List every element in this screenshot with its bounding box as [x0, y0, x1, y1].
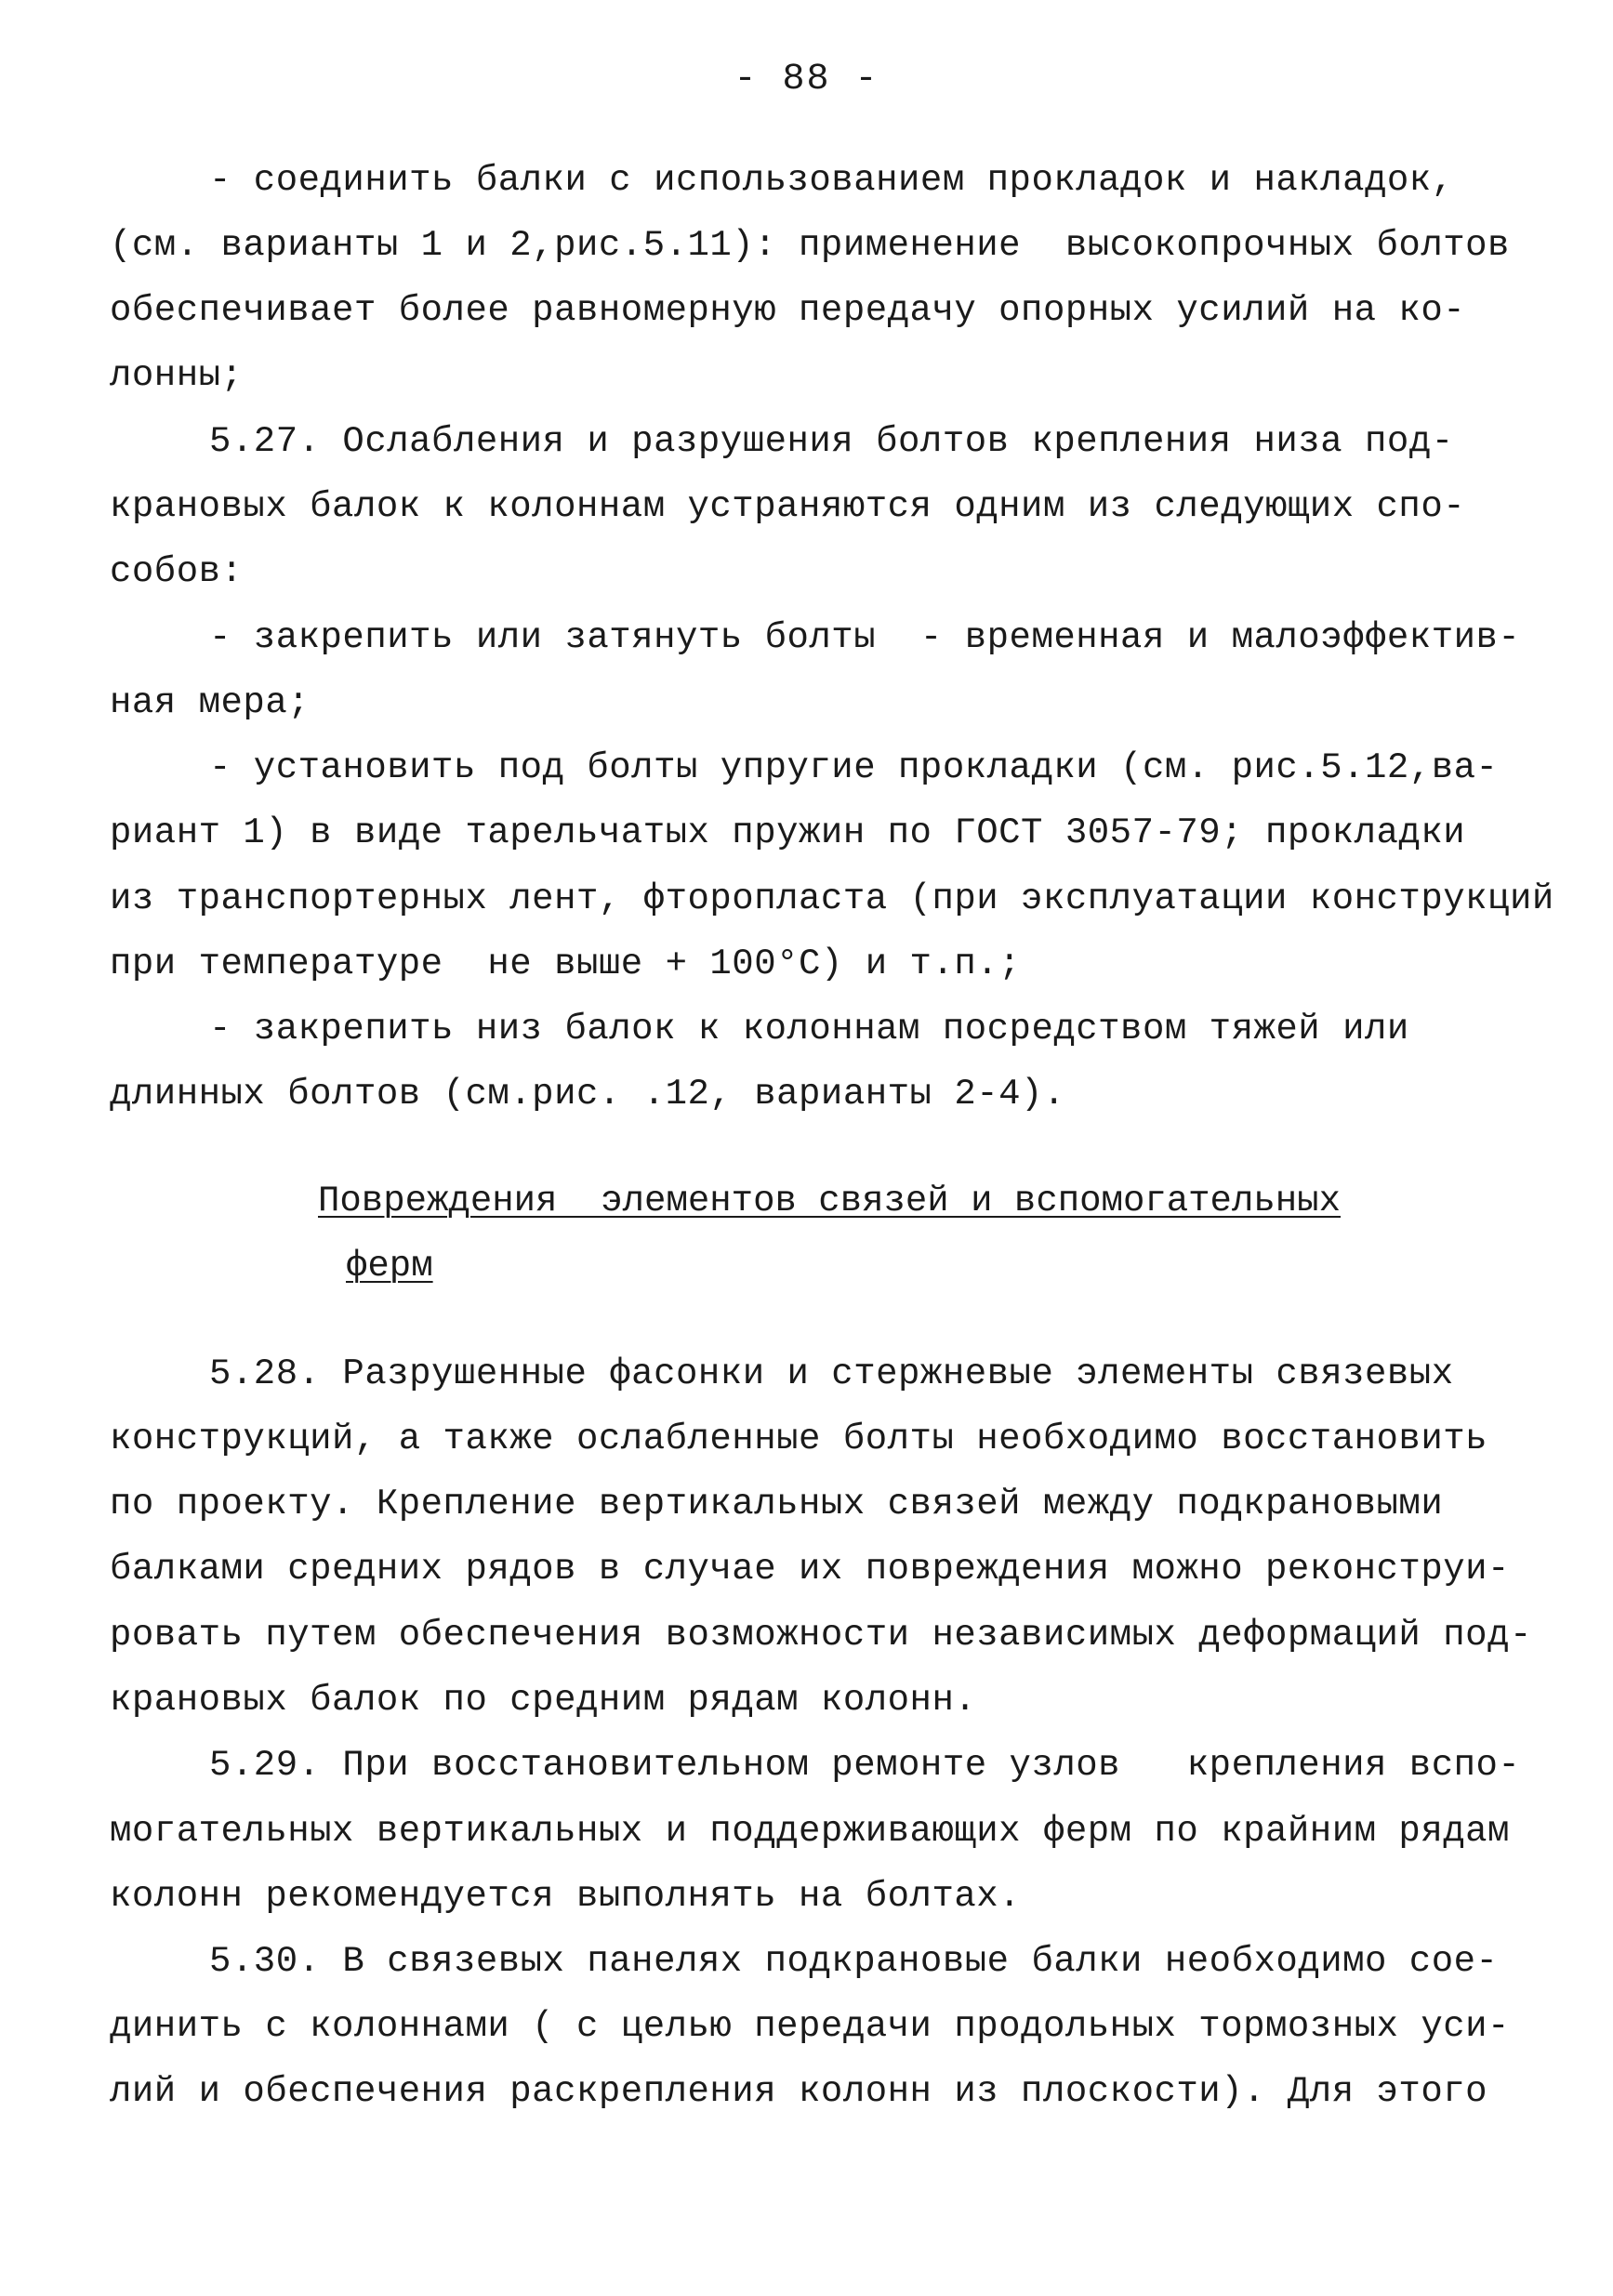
text-line-27: лий и обеспечения раскрепления колонн из плоскости). Для этого — [110, 2071, 1488, 2112]
text-line-2: (см. варианты 1 и 2,рис.5.11): применение высокопрочных болтов — [110, 225, 1510, 266]
text-line-5: 5.27. Ослабления и разрушения болтов крепления низа под- — [209, 421, 1454, 462]
text-line-8: - закрепить или затянуть болты - временная и малоэффектив- — [209, 617, 1521, 658]
text-line-26: динить с колоннами ( с целью передачи продольных тормозных уси- — [110, 2006, 1510, 2047]
text-line-16: 5.28. Разрушенные фасонки и стержневые элементы связевых — [209, 1353, 1454, 1394]
section-heading-line-1: Повреждения элементов связей и вспомогательных — [318, 1181, 1341, 1221]
text-line-7: собов: — [110, 551, 244, 592]
text-line-3: обеспечивает более равномерную передачу опорных усилий на ко- — [110, 290, 1466, 331]
text-line-11: риант 1) в виде тарельчатых пружин по ГОСТ 3057-79; прокладки — [110, 812, 1466, 853]
text-line-14: - закрепить низ балок к колоннам посредством тяжей или — [209, 1009, 1409, 1049]
text-line-22: 5.29. При восстановительном ремонте узлов крепления вспо- — [209, 1745, 1521, 1786]
text-line-6: крановых балок к колоннам устраняются одним из следующих спо- — [110, 486, 1466, 527]
text-line-9: ная мера; — [110, 682, 311, 723]
text-line-4: лонны; — [110, 355, 244, 396]
text-line-17: конструкций, а также ослабленные болты необходимо восстановить — [110, 1419, 1488, 1459]
text-line-12: из транспортерных лент, фторопласта (при эксплуатации конструкций — [110, 878, 1554, 919]
text-line-15: длинных болтов (см.рис. .12, варианты 2-4). — [110, 1074, 1065, 1115]
page-number: - 88 - — [734, 59, 879, 100]
text-line-1: - соединить балки с использованием прокладок и накладок, — [209, 160, 1454, 201]
text-line-18: по проекту. Крепление вертикальных связей между подкрановыми — [110, 1484, 1444, 1524]
text-line-13: при температуре не выше + 100°С) и т.п.; — [110, 943, 1022, 984]
text-line-25: 5.30. В связевых панелях подкрановые балки необходимо сое- — [209, 1941, 1499, 1982]
text-line-10: - установить под болты упругие прокладки (см. рис.5.12,ва- — [209, 747, 1499, 788]
text-line-19: балками средних рядов в случае их повреждения можно реконструи- — [110, 1549, 1510, 1590]
text-line-24: колонн рекомендуется выполнять на болтах. — [110, 1876, 1022, 1917]
text-line-23: могательных вертикальных и поддерживающих ферм по крайним рядам — [110, 1811, 1510, 1852]
section-heading-line-2: ферм — [346, 1246, 433, 1287]
text-line-20: ровать путем обеспечения возможности независимых деформаций под- — [110, 1615, 1532, 1656]
text-line-21: крановых балок по средним рядам колонн. — [110, 1680, 977, 1721]
